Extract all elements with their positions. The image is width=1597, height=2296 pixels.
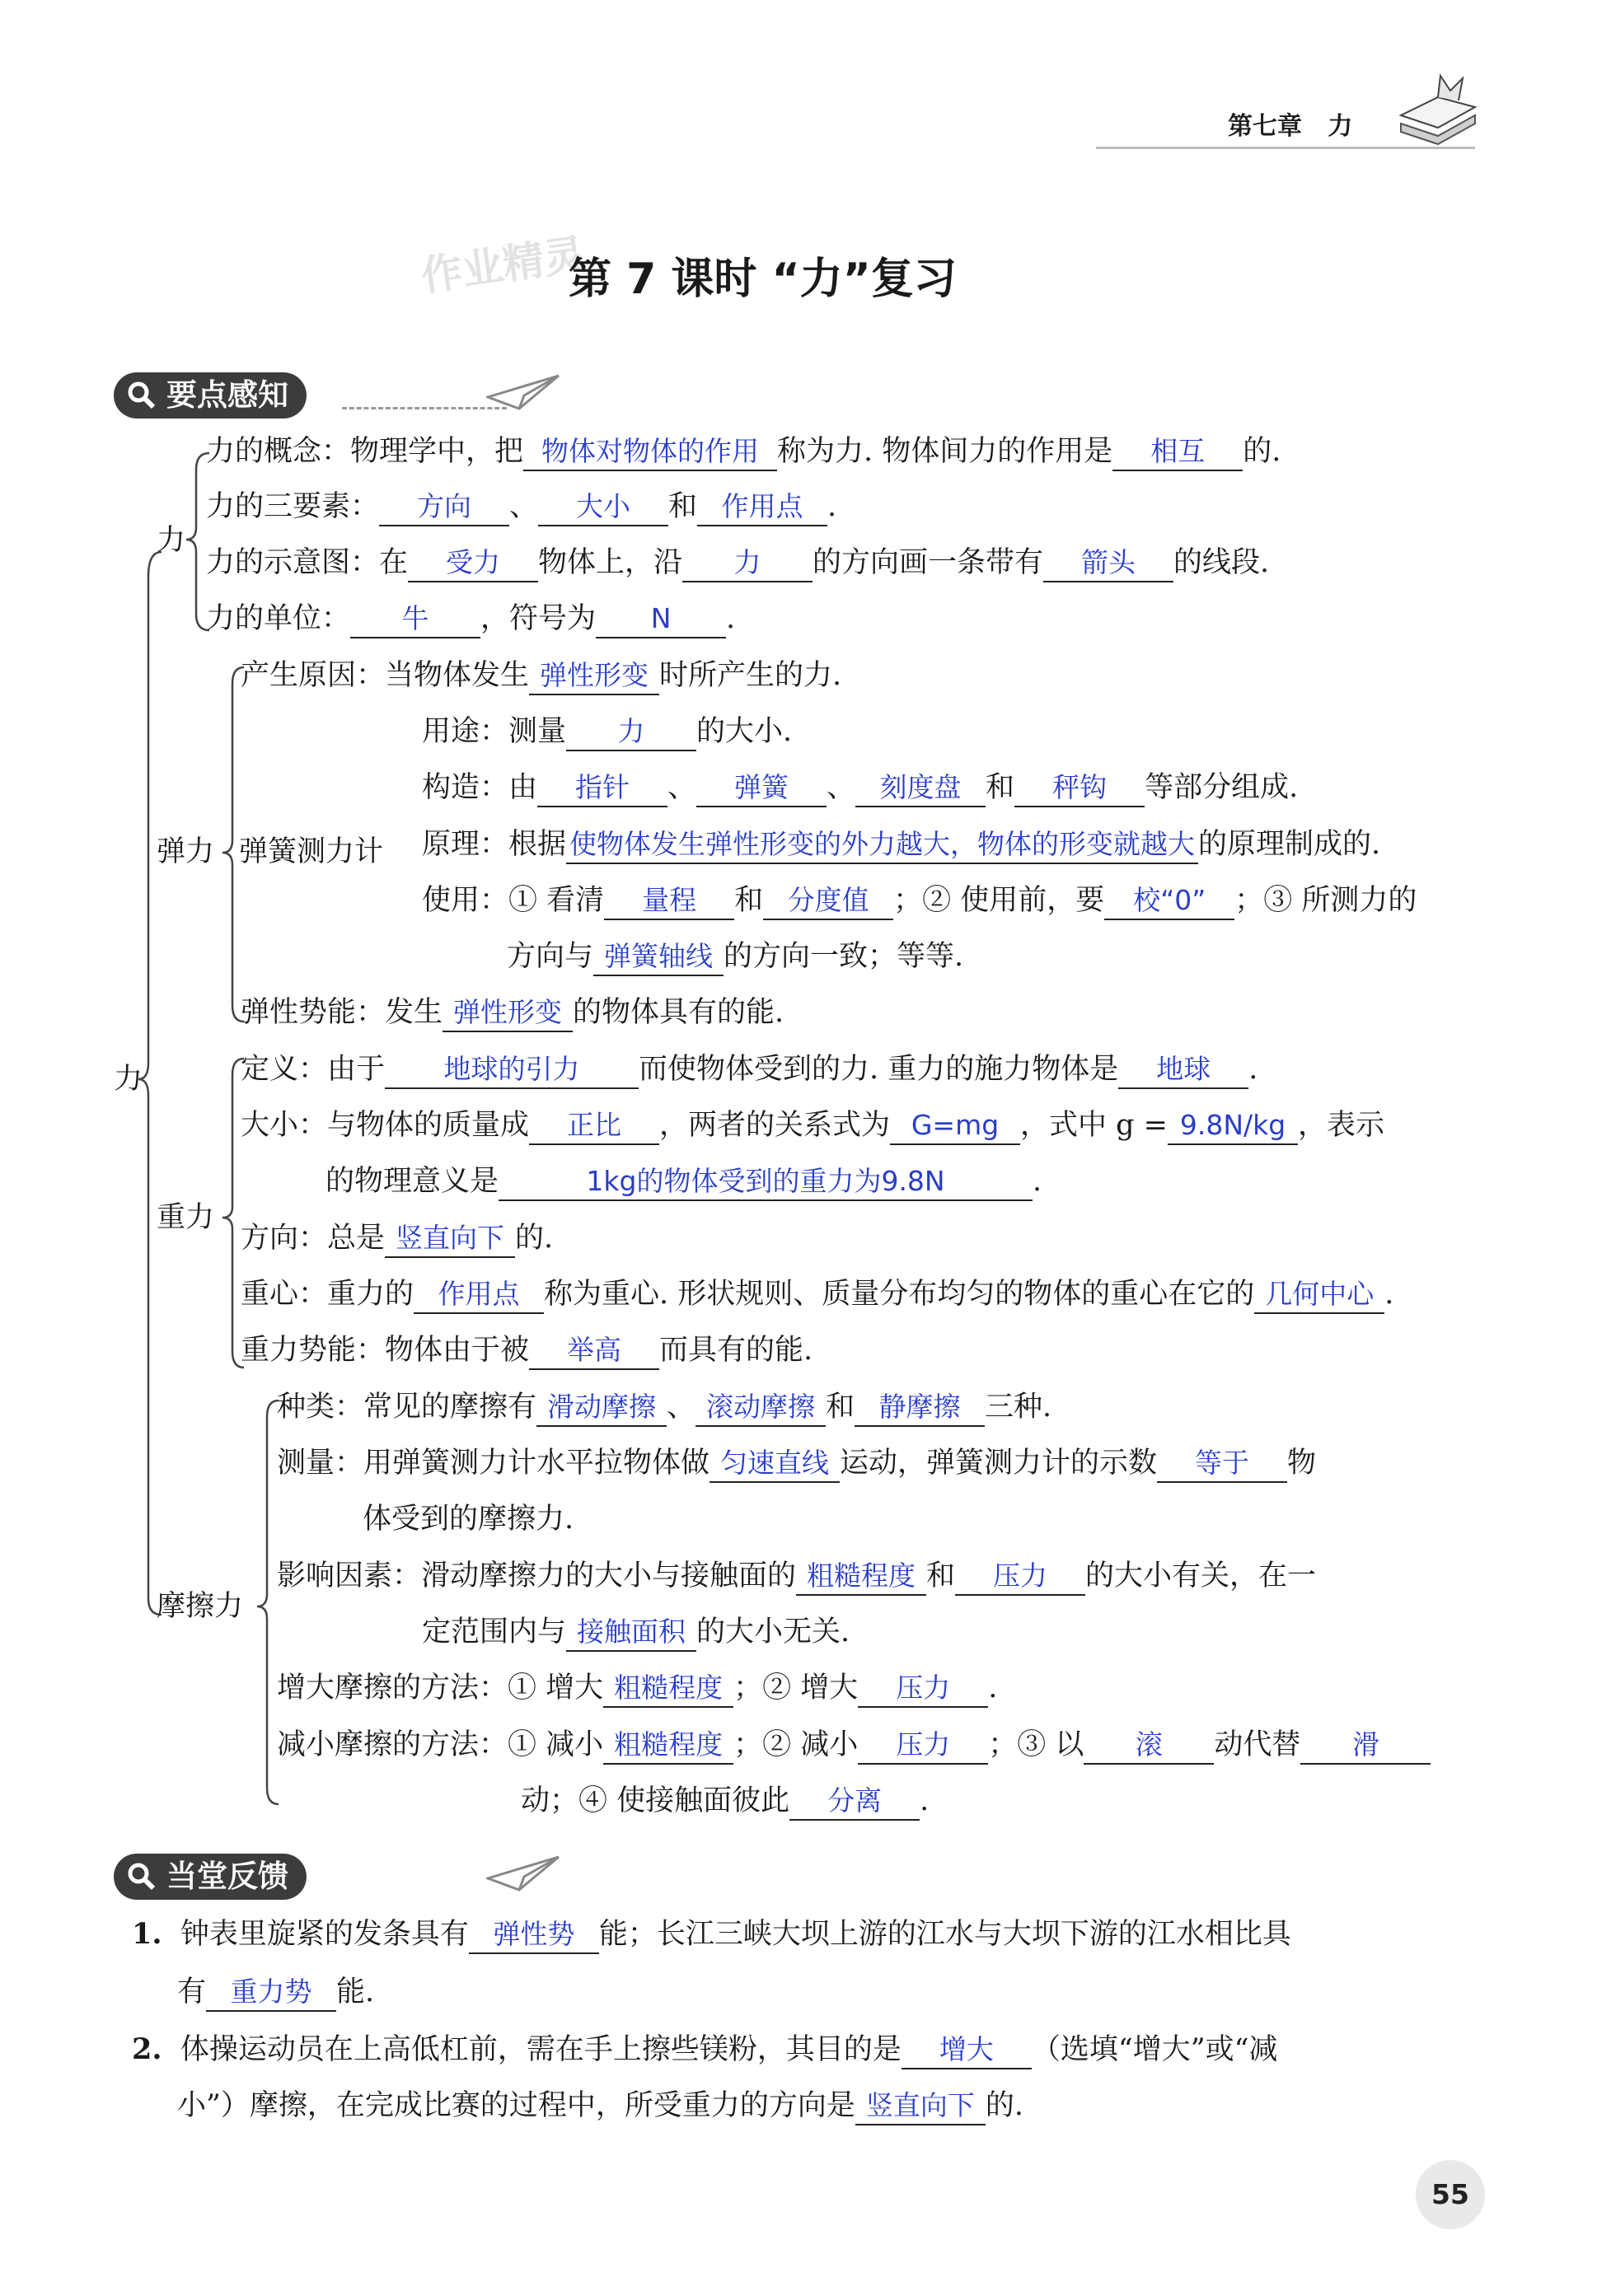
text: 的大小无关. [696,1616,850,1648]
text: ；② 使用前，要 [893,884,1105,917]
text: 的方向画一条带有 [813,546,1044,579]
answer-blank: 压力 [858,1727,988,1765]
text: 的. [985,2089,1024,2122]
answer-blank: 指针 [537,769,667,807]
text: 重力势能：物体由于被 [241,1334,530,1367]
text: . [827,490,837,523]
line-center-of-gravity [241,1271,1393,1317]
text: ，两者的关系式为 [659,1109,891,1142]
answer-blank: 9.8N/kg [1168,1107,1298,1145]
watermark: 作业精灵 [418,230,588,301]
text: 定义：由于 [241,1053,386,1086]
text: 使用：① 看清 [422,884,605,917]
page-title: 第 7 课时 “力”复习 [569,255,957,304]
text: 能. [336,1976,375,2008]
text: 的方向一致；等等. [724,940,964,973]
text: 定范围内与 [422,1616,567,1648]
answer-blank: 粗糙程度 [603,1670,733,1708]
line-gravitational-potential [241,1327,813,1373]
text: . [1033,1165,1042,1198]
text: ，表示 [1298,1109,1385,1142]
text: 和 [826,1391,855,1424]
answer-blank: 重力势 [206,1974,336,2012]
line-friction-factors [277,1553,1316,1599]
chapter-label: 第七章 [1228,112,1302,141]
text: 弹性势能：发生 [241,996,443,1029]
text: 钟表里旋紧的发条具有 [180,1918,469,1951]
answer-blank: 静摩擦 [855,1389,985,1427]
question-1-cont [177,1969,374,2015]
text: 影响因素：滑动摩擦力的大小与接触面的 [277,1560,797,1592]
text: ；② 减小 [733,1728,859,1761]
text: . [1384,1278,1394,1311]
answer-blank: 使物体发生弹性形变的外力越大，物体的形变就越大 [566,826,1198,864]
text: 重心：重力的 [241,1278,414,1311]
text: 和 [734,884,764,917]
text: 力的单位： [206,602,351,635]
section-key-points-label: 要点感知 [166,377,288,413]
text: 、 [667,1391,696,1424]
line-increase-friction [277,1665,997,1711]
text: 动；④ 使接触面彼此 [521,1784,790,1817]
text: 增大摩擦的方法：① 增大 [277,1672,604,1704]
answer-blank: 接触面积 [566,1614,696,1652]
text: 的物理意义是 [325,1165,499,1198]
text: 称为重心. 形状规则、质量分布均匀的物体的重心在它的 [544,1278,1255,1311]
text: 的. [515,1222,554,1255]
text: 方向：总是 [241,1222,386,1255]
text: 物 [1287,1447,1317,1480]
answer-blank: 等于 [1157,1445,1287,1483]
answer-blank: 弹性形变 [529,657,659,695]
answer-blank: N [596,601,726,638]
line-elastic-potential [241,989,784,1036]
answer-blank: 物体对物体的作用 [523,433,777,471]
text: 种类：常见的摩擦有 [277,1391,537,1424]
line-friction-measure [277,1440,1316,1486]
text: ；③ 所测力的 [1234,884,1417,917]
question-1 [132,1911,1291,1957]
text: 减小摩擦的方法：① 减小 [277,1728,604,1761]
answer-blank: 举高 [529,1332,659,1370]
answer-blank: 分离 [789,1783,920,1821]
answer-blank: 弹簧 [696,769,827,807]
text: 方向与 [507,940,594,973]
text: （选填“增大”或“减 [1031,2033,1278,2066]
line-reduce-friction-cont [521,1778,929,1824]
answer-blank: 地球的引力 [385,1051,639,1089]
text: ，符号为 [480,602,597,635]
text: 能；长江三峡大坝上游的江水与大坝下游的江水相比具 [598,1918,1291,1951]
answer-blank: 地球 [1118,1051,1248,1089]
text: 、 [509,490,539,523]
answer-blank: 滚 [1084,1727,1214,1765]
answer-blank: 滑动摩擦 [536,1389,667,1427]
magnifier-icon [127,1862,157,1892]
text: 三种. [985,1391,1052,1424]
answer-blank: 秤钩 [1014,769,1145,807]
question-2 [132,2027,1278,2073]
book-icon [1393,66,1483,148]
line-scale-use [422,708,792,755]
answer-blank: 分度值 [763,882,893,920]
line-scale-structure [422,765,1298,811]
line-force-unit [206,596,735,642]
label-friction: 摩擦力 [157,1590,244,1623]
question-number: 1. [132,1917,162,1951]
line-friction-measure-cont [363,1496,574,1542]
line-reduce-friction [277,1722,1431,1768]
text: 小”）摩擦，在完成比赛的过程中，所受重力的方向是 [177,2089,855,2122]
line-scale-usage [422,877,1417,924]
line-elastic-cause [241,652,841,699]
line-force-diagram [206,540,1269,586]
answer-blank: 弹性形变 [443,994,573,1032]
question-number: 2. [132,2032,162,2066]
answer-blank: 粗糙程度 [603,1727,733,1765]
answer-blank: 压力 [955,1558,1085,1596]
answer-blank: 作用点 [414,1276,544,1314]
text: 物体上，沿 [538,546,683,579]
line-force-concept [206,428,1281,475]
text: 和 [986,771,1015,804]
line-scale-principle [422,821,1380,867]
text: 运动，弹簧测力计的示数 [840,1447,1158,1480]
text: 体操运动员在上高低杠前，需在手上擦些镁粉，其目的是 [180,2033,902,2066]
text: 原理：根据 [422,828,567,861]
answer-blank: 牛 [350,601,480,638]
answer-blank: 作用点 [697,489,827,526]
text: 构造：由 [422,771,538,804]
answer-blank: 增大 [902,2032,1032,2069]
chapter-header [1228,105,1352,142]
paper-plane-icon [486,372,560,414]
text: 等部分组成. [1145,771,1299,804]
text: 产生原因：当物体发生 [241,659,530,692]
line-friction-types [277,1384,1051,1430]
line-gravity-definition [241,1046,1257,1092]
answer-blank: 正比 [529,1107,659,1145]
line-three-elements [206,484,836,530]
answer-blank: 几何中心 [1254,1276,1384,1314]
root-label-force: 力 [114,1063,143,1096]
text: 力的示意图：在 [206,546,409,579]
text: . [920,1784,930,1817]
answer-blank: 力 [566,713,696,751]
text: 称为力. 物体间力的作用是 [777,435,1113,468]
text: 时所产生的力. [659,659,842,692]
answer-blank: 1kg的物体受到的重力为9.8N [499,1163,1033,1201]
text: 力的三要素： [206,490,380,523]
answer-blank: 方向 [379,489,509,526]
section-feedback [114,1854,307,1900]
text: 、 [667,771,697,804]
answer-blank: 相互 [1112,433,1243,471]
label-spring-scale: 弹簧测力计 [239,835,384,868]
text: ，式中 g = [1020,1109,1168,1142]
answer-blank: 竖直向下 [855,2088,986,2125]
text: . [988,1672,998,1704]
text: ；② 增大 [733,1672,859,1704]
answer-blank: 量程 [604,882,734,920]
text: 力的概念：物理学中，把 [206,435,524,468]
text: 和 [668,490,698,523]
answer-blank: 刻度盘 [855,769,986,807]
answer-blank: G=mg [890,1107,1020,1145]
text: 用途：测量 [422,715,567,748]
text: 而具有的能. [659,1334,813,1367]
answer-blank: 竖直向下 [385,1220,515,1258]
line-gravity-direction [241,1215,553,1261]
text: 大小：与物体的质量成 [241,1109,530,1142]
text: . [726,602,736,635]
text: 而使物体受到的力. 重力的施力物体是 [639,1053,1119,1086]
text: . [1248,1053,1258,1086]
answer-blank: 滑 [1300,1727,1431,1765]
answer-blank: 弹性势 [469,1916,599,1954]
answer-blank: 校“0” [1104,882,1234,920]
line-gravity-magnitude [241,1102,1384,1148]
section-feedback-label: 当堂反馈 [166,1859,288,1894]
answer-blank: 匀速直线 [710,1445,840,1483]
text: 测量：用弹簧测力计水平拉物体做 [277,1447,710,1480]
text: 和 [926,1560,956,1592]
text: 的物体具有的能. [573,996,784,1029]
answer-blank: 箭头 [1043,545,1173,582]
label-elastic: 弹力 [157,835,215,868]
answer-blank: 受力 [408,545,538,582]
line-scale-usage-cont [507,933,963,980]
text: 有 [177,1976,207,2008]
text: 的大小. [696,715,793,748]
question-2-cont [177,2083,1023,2129]
line-gravity-meaning [325,1158,1042,1204]
text: 体受到的摩擦力. [363,1503,574,1536]
answer-blank: 力 [682,545,813,582]
page-number: 55 [1416,2160,1485,2229]
paper-plane-icon [486,1854,560,1895]
chapter-subject: 力 [1328,112,1353,141]
text: 的线段. [1173,546,1270,579]
text: 、 [827,771,856,804]
text: 的大小有关，在一 [1085,1560,1317,1592]
answer-blank: 滚动摩擦 [695,1389,826,1427]
answer-blank: 压力 [858,1670,988,1708]
text: 的原理制成的. [1198,828,1381,861]
text: 的. [1243,435,1281,468]
label-gravity: 重力 [157,1201,215,1234]
section-dash [342,407,507,409]
text: ；③ 以 [988,1728,1084,1761]
line-friction-factors-cont [422,1609,850,1655]
answer-blank: 弹簧轴线 [593,938,724,976]
label-force: 力 [157,524,186,557]
answer-blank: 粗糙程度 [796,1558,926,1596]
text: 动代替 [1214,1728,1301,1761]
answer-blank: 大小 [538,489,668,526]
